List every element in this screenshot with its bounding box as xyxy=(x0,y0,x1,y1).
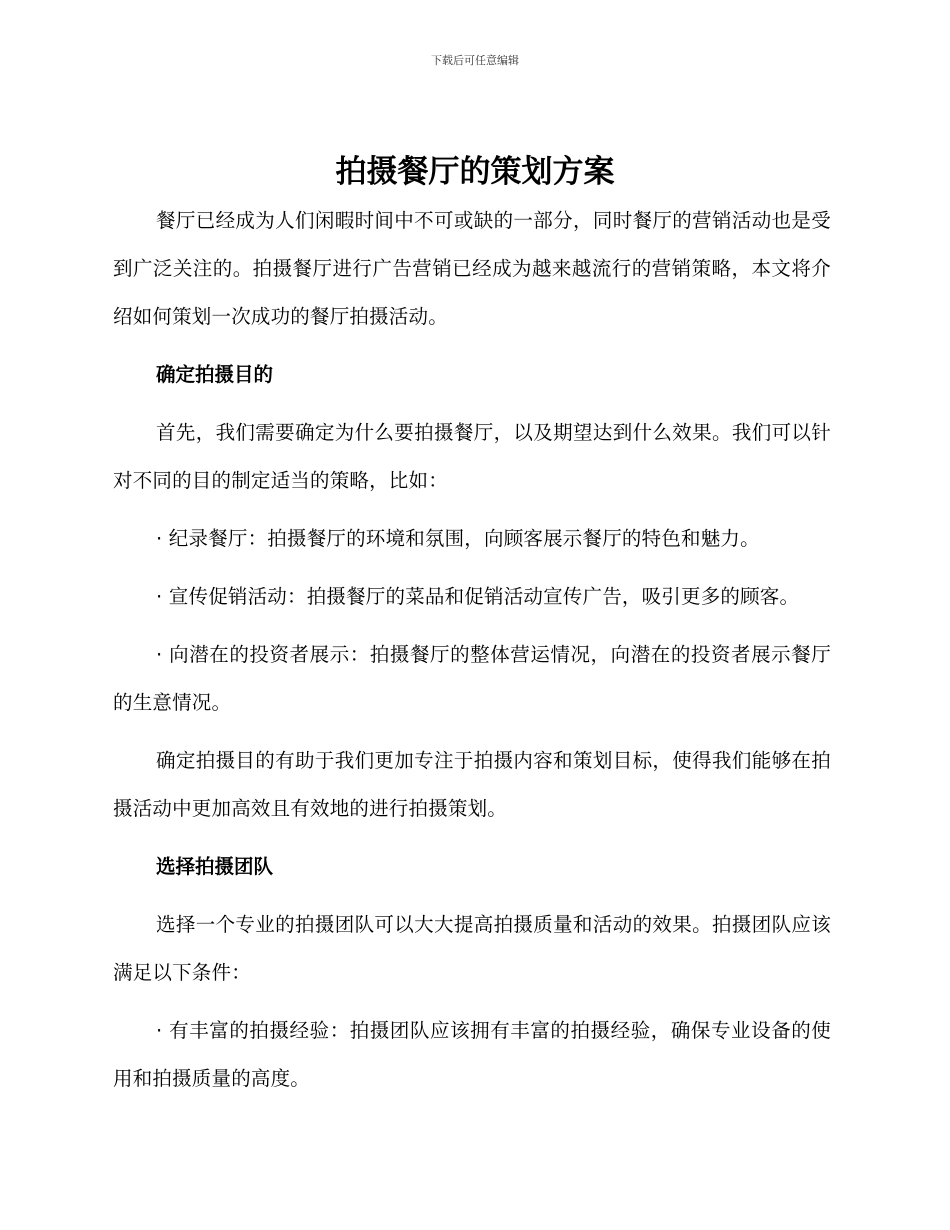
section-heading-purpose: 确定拍摄目的 xyxy=(156,363,274,386)
page-header-note: 下载后可任意编辑 xyxy=(431,54,519,67)
intro-paragraph: 餐厅已经成为人们闲暇时间中不可或缺的一部分，同时餐厅的营销活动也是受到广泛关注的。拍摄餐厅进行广告营销已经成为越来越流行的营销策略，本文将介绍如何策划一次成功的餐厅拍摄活动。 xyxy=(113,209,831,328)
section-intro-purpose: 首先，我们需要确定为什么要拍摄餐厅，以及期望达到什么效果。我们可以针对不同的目的制定适当的策略，比如： xyxy=(113,421,831,492)
bullet-item: · 有丰富的拍摄经验：拍摄团队应该拥有丰富的拍摄经验，确保专业设备的使用和拍摄质量的高度。 xyxy=(113,1019,831,1090)
page-title: 拍摄餐厅的策划方案 xyxy=(335,154,615,190)
section-heading-team: 选择拍摄团队 xyxy=(156,855,274,878)
document-body xyxy=(113,197,831,1103)
bullet-item: · 纪录餐厅：拍摄餐厅的环境和氛围，向顾客展示餐厅的特色和魅力。 xyxy=(156,527,760,550)
section-intro-team: 选择一个专业的拍摄团队可以大大提高拍摄质量和活动的效果。拍摄团队应该满足以下条件： xyxy=(113,913,831,984)
section-conclusion-purpose: 确定拍摄目的有助于我们更加专注于拍摄内容和策划目标，使得我们能够在拍摄活动中更加高效且有效地的进行拍摄策划。 xyxy=(113,749,831,820)
bullet-item: · 宣传促销活动：拍摄餐厅的菜品和促销活动宣传广告，吸引更多的顾客。 xyxy=(156,585,800,608)
bullet-item: · 向潜在的投资者展示：拍摄餐厅的整体营运情况，向潜在的投资者展示餐厅的生意情况。 xyxy=(113,643,831,714)
